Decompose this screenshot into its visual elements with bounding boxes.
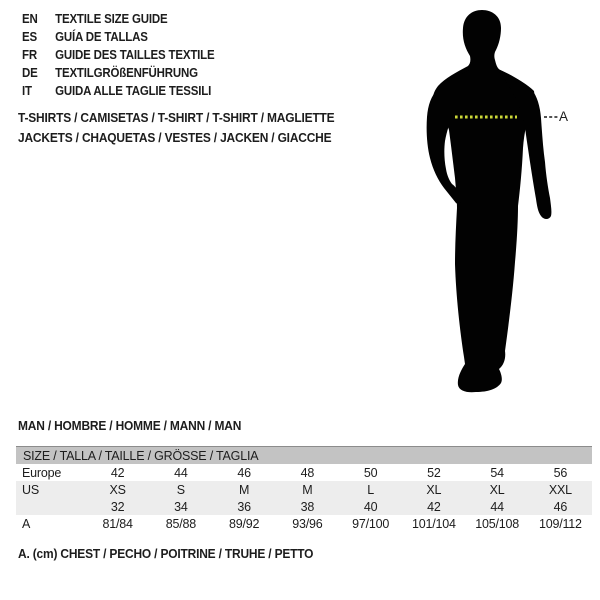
size-cell: 46: [553, 499, 568, 514]
size-cell: M: [239, 482, 250, 497]
size-table: [16, 446, 592, 532]
size-cell: 44: [490, 499, 504, 514]
size-cell: 97/100: [352, 516, 390, 531]
size-cell: 42: [110, 465, 125, 480]
size-table-header-row: [16, 447, 592, 465]
size-cell: 42: [427, 499, 441, 514]
size-cell: S: [176, 482, 185, 497]
man-figure: [360, 0, 600, 410]
size-table-body: [16, 464, 592, 532]
language-code: ES: [22, 30, 37, 44]
language-row: [22, 64, 215, 82]
size-cell: 48: [300, 465, 315, 480]
table-title: MAN / HOMBRE / HOMME / MANN / MAN: [18, 418, 242, 433]
size-table-row: [16, 515, 592, 532]
category-line: JACKETS / CHAQUETAS / VESTES / JACKEN / GIACCHE: [18, 130, 332, 145]
size-row-label: A: [22, 516, 31, 531]
size-row-label: Europe: [22, 465, 62, 480]
language-label: GUIDE DES TAILLES TEXTILE: [55, 48, 215, 62]
size-cell: M: [302, 482, 313, 497]
size-cell: 36: [237, 499, 251, 514]
size-cell: 50: [363, 465, 378, 480]
size-cell: 34: [174, 499, 188, 514]
language-label: TEXTILE SIZE GUIDE: [55, 12, 168, 26]
measure-label-a: A: [559, 109, 569, 124]
language-code: DE: [22, 66, 38, 80]
size-table-row: [16, 464, 592, 481]
size-cell: 89/92: [228, 516, 260, 531]
size-table-row: [16, 498, 592, 515]
size-cell: 52: [427, 465, 441, 480]
language-code: IT: [22, 84, 32, 98]
size-cell: 54: [490, 465, 504, 480]
language-code: EN: [22, 12, 38, 26]
language-row: [22, 46, 215, 64]
size-cell: 38: [300, 499, 315, 514]
size-cell: 101/104: [411, 516, 456, 531]
size-cell: XL: [426, 482, 442, 497]
size-row-label: US: [22, 482, 39, 497]
table-footnote: A. (cm) CHEST / PECHO / POITRINE / TRUHE / PETTO: [18, 546, 314, 561]
size-cell: XXL: [548, 482, 572, 497]
size-cell: 85/88: [165, 516, 197, 531]
size-cell: 81/84: [102, 516, 133, 531]
size-table-header: SIZE / TALLA / TAILLE / GRÖSSE / TAGLIA: [16, 447, 592, 465]
size-row-label: [16, 498, 86, 515]
language-row: [22, 10, 215, 28]
size-cell: 109/112: [538, 516, 582, 531]
category-line: T-SHIRTS / CAMISETAS / T-SHIRT / T-SHIRT / MAGLIETTE: [18, 110, 335, 125]
size-cell: 44: [174, 465, 188, 480]
size-cell: L: [367, 482, 374, 497]
language-row: [22, 82, 215, 100]
silhouette-body: [433, 10, 535, 392]
language-label: TEXTILGRÖßENFÜHRUNG: [55, 66, 198, 80]
language-label: GUÍA DE TALLAS: [55, 30, 148, 44]
size-cell: 93/96: [292, 516, 323, 531]
size-cell: 56: [553, 465, 568, 480]
language-code: FR: [22, 48, 37, 62]
size-cell: 105/108: [475, 516, 520, 531]
language-row: [22, 28, 215, 46]
size-cell: XL: [489, 482, 505, 497]
language-list: [22, 10, 215, 100]
language-label: GUIDA ALLE TAGLIE TESSILI: [55, 84, 212, 98]
category-lines: [18, 108, 334, 148]
size-cell: XS: [109, 482, 126, 497]
size-cell: 46: [237, 465, 251, 480]
man-silhouette: [360, 0, 600, 410]
size-table-row: [16, 481, 592, 498]
size-cell: 40: [363, 499, 378, 514]
size-cell: 32: [110, 499, 125, 514]
